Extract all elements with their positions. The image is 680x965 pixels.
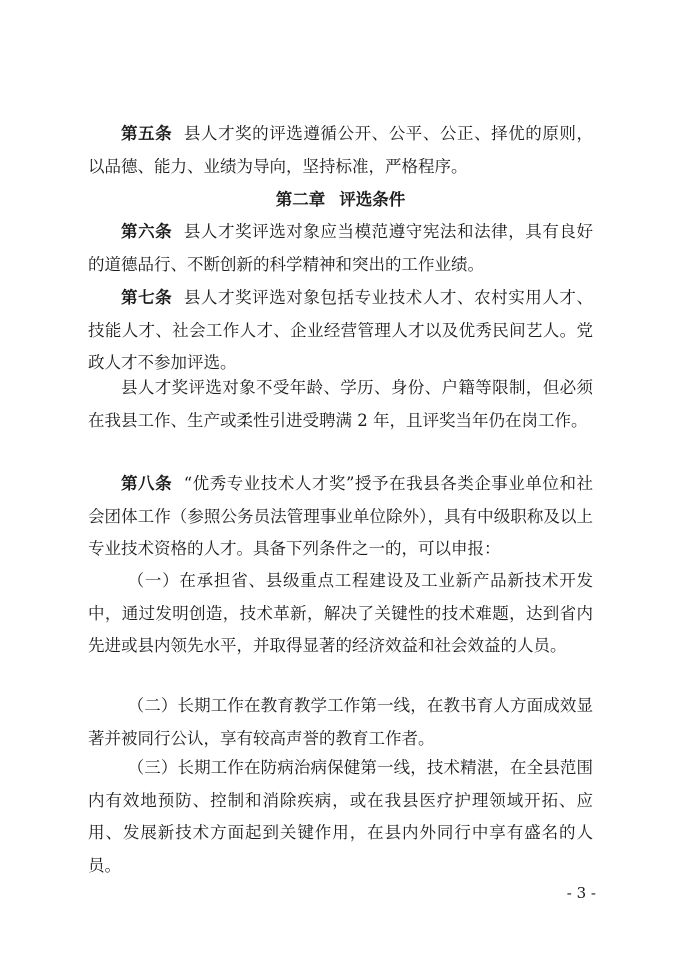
article-5: [88, 118, 593, 183]
article-label: 第八条: [121, 474, 173, 493]
article-label: 第五条: [121, 124, 173, 143]
article-text: 县人才奖评选对象应当模范遵守宪法和法律，具有良好的道德品行、不断创新的科学精神和突出的工作业绩。: [88, 222, 594, 274]
chapter-title: 评选条件: [339, 190, 406, 209]
article-7: [88, 282, 593, 380]
article-text: “优秀专业技术人才奖”授予在我县各类企事业单位和社会团体工作（参照公务员法管理事业单位除外），具有中级职称及以上专业技术资格的人才。具备下列条件之一的，可以申报：: [88, 474, 594, 558]
chapter-heading: [88, 184, 593, 217]
article-text: 县人才奖的评选遵循公开、公平、公正、择优的原则，以品德、能力、业绩为导向，坚持标准，严格程序。: [88, 124, 594, 176]
article-text: 县人才奖评选对象包括专业技术人才、农村实用人才、技能人才、社会工作人才、企业经营管理人才以及优秀民间艺人。党政人才不参加评选。: [88, 288, 594, 372]
article-7-paragraph-2: 县人才奖评选对象不受年龄、学历、身份、户籍等限制，但必须在我县工作、生产或柔性引进受聘满 2 年，且评奖当年仍在岗工作。: [88, 378, 593, 430]
article-8-item-1: （一）在承担省、县级重点工程建设及工业新产品新技术开发中，通过发明创造，技术革新，解决了关键性的技术难题，达到省内先进或县内领先水平，并取得显著的经济效益和社会效益的人员。: [88, 571, 593, 655]
article-8: [88, 468, 593, 566]
article-label: 第七条: [121, 288, 173, 307]
article-8-item-2: （二）长期工作在教育教学工作第一线，在教书育人方面成效显著并被同行公认，享有较高声誉的教育工作者。: [88, 696, 593, 748]
chapter-number: 第二章: [275, 190, 326, 209]
article-label: 第六条: [121, 222, 173, 241]
article-8-item-3: （三）长期工作在防病治病保健第一线，技术精湛，在全县范围内有效地预防、控制和消除疾病，或在我县医疗护理领域开拓、应用、发展新技术方面起到关键作用，在县内外同行中享有盛名的人员。: [88, 758, 593, 875]
page-number: - 3 -: [566, 884, 596, 902]
article-6: [88, 216, 593, 281]
